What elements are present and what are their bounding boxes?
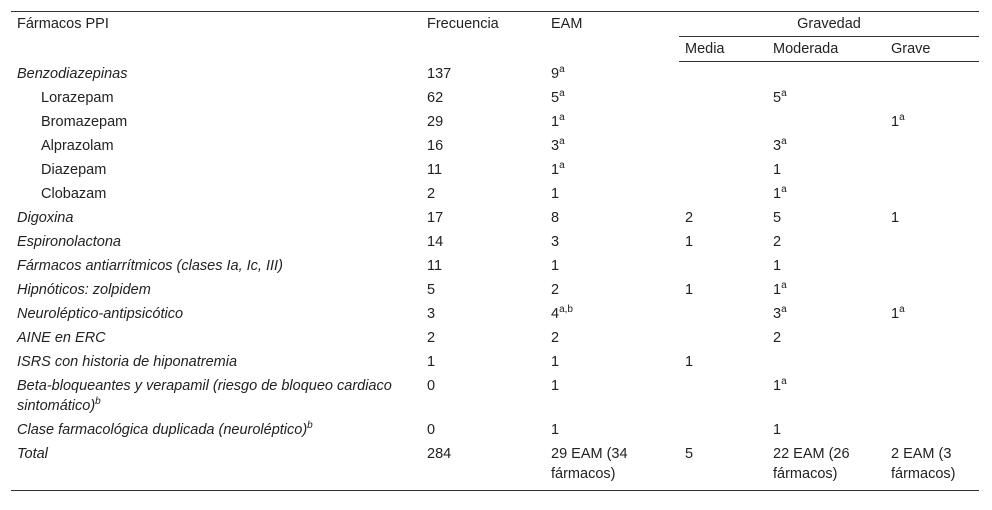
moderada-cell-footnote: a <box>781 135 787 147</box>
frequency-cell <box>421 302 545 326</box>
table-row <box>11 326 979 350</box>
frequency-cell <box>421 110 545 134</box>
drug-cell-value: Lorazepam <box>41 89 114 106</box>
drug-cell <box>11 206 421 230</box>
frequency-cell-value: 2 <box>427 329 436 346</box>
drug-cell-value: ISRS con historia de hiponatremia <box>17 353 238 370</box>
eam-cell <box>545 206 679 230</box>
media-cell <box>679 182 767 206</box>
col-header-eam: EAM <box>545 12 679 62</box>
eam-cell-value: 3 <box>551 233 560 250</box>
drug-cell-footnote: b <box>95 395 101 407</box>
eam-cell-footnote: a <box>559 87 565 99</box>
drug-cell <box>11 254 421 278</box>
grave-cell <box>885 302 979 326</box>
frequency-cell <box>421 350 545 374</box>
col-header-moderada: Moderada <box>767 37 885 62</box>
eam-cell <box>545 302 679 326</box>
frequency-cell <box>421 418 545 442</box>
eam-cell <box>545 86 679 110</box>
eam-cell <box>545 254 679 278</box>
eam-cell-value: 1 <box>551 161 560 178</box>
drug-cell <box>11 134 421 158</box>
frequency-cell <box>421 158 545 182</box>
table-row <box>11 158 979 182</box>
table-row <box>11 254 979 278</box>
drug-cell-value: Neuroléptico-antipsicótico <box>17 305 184 322</box>
drug-cell <box>11 350 421 374</box>
media-cell <box>679 326 767 350</box>
grave-cell <box>885 62 979 86</box>
moderada-cell <box>767 278 885 302</box>
table-row <box>11 374 979 418</box>
table-row <box>11 62 979 86</box>
drug-cell <box>11 230 421 254</box>
media-cell <box>679 442 767 491</box>
drug-cell-value: Digoxina <box>17 209 74 226</box>
grave-cell-footnote: a <box>899 303 905 315</box>
media-cell <box>679 254 767 278</box>
eam-cell <box>545 182 679 206</box>
media-cell-value: 1 <box>685 233 694 250</box>
eam-cell-value: 8 <box>551 209 560 226</box>
moderada-cell-footnote: a <box>781 375 787 387</box>
frequency-cell-value: 11 <box>427 257 443 274</box>
frequency-cell <box>421 206 545 230</box>
eam-cell-value: 3 <box>551 137 560 154</box>
moderada-cell <box>767 86 885 110</box>
grave-cell <box>885 374 979 418</box>
eam-cell <box>545 278 679 302</box>
drug-cell <box>11 326 421 350</box>
frequency-cell <box>421 326 545 350</box>
col-header-frequency: Frecuencia <box>421 12 545 62</box>
eam-cell <box>545 350 679 374</box>
grave-cell <box>885 278 979 302</box>
header-row <box>11 12 979 37</box>
eam-cell-value: 1 <box>551 421 560 438</box>
drug-cell-value: AINE en ERC <box>17 329 106 346</box>
eam-cell <box>545 418 679 442</box>
eam-cell-value: 4 <box>551 305 560 322</box>
frequency-cell <box>421 230 545 254</box>
eam-cell <box>545 230 679 254</box>
drug-cell <box>11 110 421 134</box>
drug-cell-value: Hipnóticos: zolpidem <box>17 281 151 298</box>
moderada-cell <box>767 442 885 491</box>
moderada-cell-value: 5 <box>773 209 782 226</box>
drug-cell-value: Alprazolam <box>41 137 114 154</box>
moderada-cell-value: 22 EAM (26 fármacos) <box>773 445 850 482</box>
moderada-cell <box>767 350 885 374</box>
moderada-cell-value: 1 <box>773 161 782 178</box>
grave-cell-value: 1 <box>891 113 900 130</box>
eam-cell-value: 9 <box>551 65 560 82</box>
drug-cell-footnote: b <box>307 419 313 431</box>
table-row <box>11 110 979 134</box>
frequency-cell <box>421 374 545 418</box>
moderada-cell <box>767 374 885 418</box>
grave-cell-value: 1 <box>891 305 900 322</box>
eam-cell-value: 1 <box>551 257 560 274</box>
eam-cell-footnote: a,b <box>559 303 573 315</box>
moderada-cell <box>767 418 885 442</box>
eam-cell-value: 2 <box>551 329 560 346</box>
frequency-cell-value: 16 <box>427 137 444 154</box>
moderada-cell <box>767 182 885 206</box>
drug-cell <box>11 62 421 86</box>
moderada-cell <box>767 134 885 158</box>
media-cell-value: 2 <box>685 209 694 226</box>
moderada-cell-value: 5 <box>773 89 782 106</box>
grave-cell <box>885 254 979 278</box>
drug-cell <box>11 182 421 206</box>
frequency-cell-value: 14 <box>427 233 444 250</box>
drug-cell-value: Total <box>17 445 48 462</box>
media-cell <box>679 302 767 326</box>
moderada-cell-value: 1 <box>773 421 782 438</box>
eam-cell <box>545 134 679 158</box>
frequency-cell-value: 0 <box>427 377 436 394</box>
grave-cell <box>885 134 979 158</box>
moderada-cell-value: 1 <box>773 281 782 298</box>
frequency-cell-value: 1 <box>427 353 436 370</box>
media-cell <box>679 86 767 110</box>
drug-cell <box>11 86 421 110</box>
grave-cell-value: 2 EAM (3 fármacos) <box>891 445 956 482</box>
frequency-cell-value: 11 <box>427 161 443 178</box>
moderada-cell-value: 1 <box>773 377 782 394</box>
grave-cell <box>885 182 979 206</box>
drug-cell-value: Espironolactona <box>17 233 121 250</box>
drug-cell <box>11 158 421 182</box>
media-cell-value: 1 <box>685 353 694 370</box>
moderada-cell-value: 3 <box>773 137 782 154</box>
table-row <box>11 86 979 110</box>
frequency-cell <box>421 182 545 206</box>
frequency-cell-value: 2 <box>427 185 436 202</box>
frequency-cell-value: 17 <box>427 209 444 226</box>
frequency-cell <box>421 134 545 158</box>
eam-cell <box>545 326 679 350</box>
media-cell <box>679 62 767 86</box>
media-cell <box>679 230 767 254</box>
table-row <box>11 230 979 254</box>
moderada-cell <box>767 230 885 254</box>
frequency-cell-value: 62 <box>427 89 444 106</box>
eam-cell-footnote: a <box>559 135 565 147</box>
media-cell-value: 1 <box>685 281 694 298</box>
moderada-cell <box>767 110 885 134</box>
drug-cell-value: Benzodiazepinas <box>17 65 128 82</box>
media-cell <box>679 418 767 442</box>
moderada-cell <box>767 302 885 326</box>
frequency-cell-value: 284 <box>427 445 452 462</box>
eam-cell <box>545 62 679 86</box>
drug-cell <box>11 442 421 491</box>
frequency-cell-value: 0 <box>427 421 436 438</box>
table-row <box>11 278 979 302</box>
moderada-cell <box>767 158 885 182</box>
moderada-cell-value: 2 <box>773 329 782 346</box>
table-row <box>11 418 979 442</box>
media-cell-value: 5 <box>685 445 694 462</box>
grave-cell-value: 1 <box>891 209 900 226</box>
eam-cell-value: 2 <box>551 281 560 298</box>
moderada-cell <box>767 326 885 350</box>
moderada-cell-footnote: a <box>781 183 787 195</box>
media-cell <box>679 374 767 418</box>
col-header-grave: Grave <box>885 37 979 62</box>
moderada-cell-value: 2 <box>773 233 782 250</box>
moderada-cell-footnote: a <box>781 87 787 99</box>
table-row <box>11 350 979 374</box>
drug-cell <box>11 278 421 302</box>
moderada-cell-value: 3 <box>773 305 782 322</box>
grave-cell <box>885 442 979 491</box>
eam-cell-footnote: a <box>559 111 565 123</box>
drug-cell-value: Diazepam <box>41 161 107 178</box>
table-row <box>11 182 979 206</box>
moderada-cell-value: 1 <box>773 185 782 202</box>
grave-cell-footnote: a <box>899 111 905 123</box>
eam-cell-value: 29 EAM (34 fármacos) <box>551 445 628 482</box>
grave-cell <box>885 86 979 110</box>
eam-cell-value: 1 <box>551 377 560 394</box>
eam-cell <box>545 442 679 491</box>
grave-cell <box>885 326 979 350</box>
eam-cell-footnote: a <box>559 63 565 75</box>
eam-cell <box>545 158 679 182</box>
frequency-cell-value: 3 <box>427 305 436 322</box>
drug-cell-value: Bromazepam <box>41 113 128 130</box>
drug-cell-value: Clobazam <box>41 185 107 202</box>
media-cell <box>679 206 767 230</box>
media-cell <box>679 278 767 302</box>
drug-cell <box>11 418 421 442</box>
col-header-drug: Fármacos PPI <box>11 12 421 62</box>
drug-cell <box>11 302 421 326</box>
eam-cell <box>545 374 679 418</box>
eam-cell-value: 1 <box>551 353 560 370</box>
grave-cell <box>885 350 979 374</box>
col-header-gravedad: Gravedad <box>679 12 979 37</box>
media-cell <box>679 134 767 158</box>
frequency-cell <box>421 442 545 491</box>
frequency-cell-value: 5 <box>427 281 436 298</box>
frequency-cell <box>421 278 545 302</box>
table-row <box>11 442 979 491</box>
drug-cell <box>11 374 421 418</box>
eam-cell-footnote: a <box>559 159 565 171</box>
moderada-cell-value: 1 <box>773 257 782 274</box>
eam-cell-value: 5 <box>551 89 560 106</box>
media-cell <box>679 350 767 374</box>
media-cell <box>679 158 767 182</box>
frequency-cell <box>421 62 545 86</box>
eam-cell-value: 1 <box>551 113 560 130</box>
table-body <box>11 62 979 491</box>
moderada-cell <box>767 254 885 278</box>
moderada-cell <box>767 206 885 230</box>
grave-cell <box>885 158 979 182</box>
frequency-cell <box>421 86 545 110</box>
table-row <box>11 302 979 326</box>
eam-cell <box>545 110 679 134</box>
frequency-cell <box>421 254 545 278</box>
drug-table <box>11 11 979 491</box>
media-cell <box>679 110 767 134</box>
drug-cell-value: Fármacos antiarrítmicos (clases Ia, Ic, III) <box>17 257 283 274</box>
moderada-cell <box>767 62 885 86</box>
table-row <box>11 134 979 158</box>
table-row <box>11 206 979 230</box>
moderada-cell-footnote: a <box>781 279 787 291</box>
drug-cell-value: Clase farmacológica duplicada (neuroléptico) <box>17 421 308 438</box>
grave-cell <box>885 110 979 134</box>
grave-cell <box>885 206 979 230</box>
drug-cell-value: Beta-bloqueantes y verapamil (riesgo de bloqueo cardiaco sintomático) <box>17 377 392 414</box>
grave-cell <box>885 230 979 254</box>
moderada-cell-footnote: a <box>781 303 787 315</box>
frequency-cell-value: 29 <box>427 113 444 130</box>
eam-cell-value: 1 <box>551 185 560 202</box>
frequency-cell-value: 137 <box>427 65 452 82</box>
col-header-media: Media <box>679 37 767 62</box>
grave-cell <box>885 418 979 442</box>
